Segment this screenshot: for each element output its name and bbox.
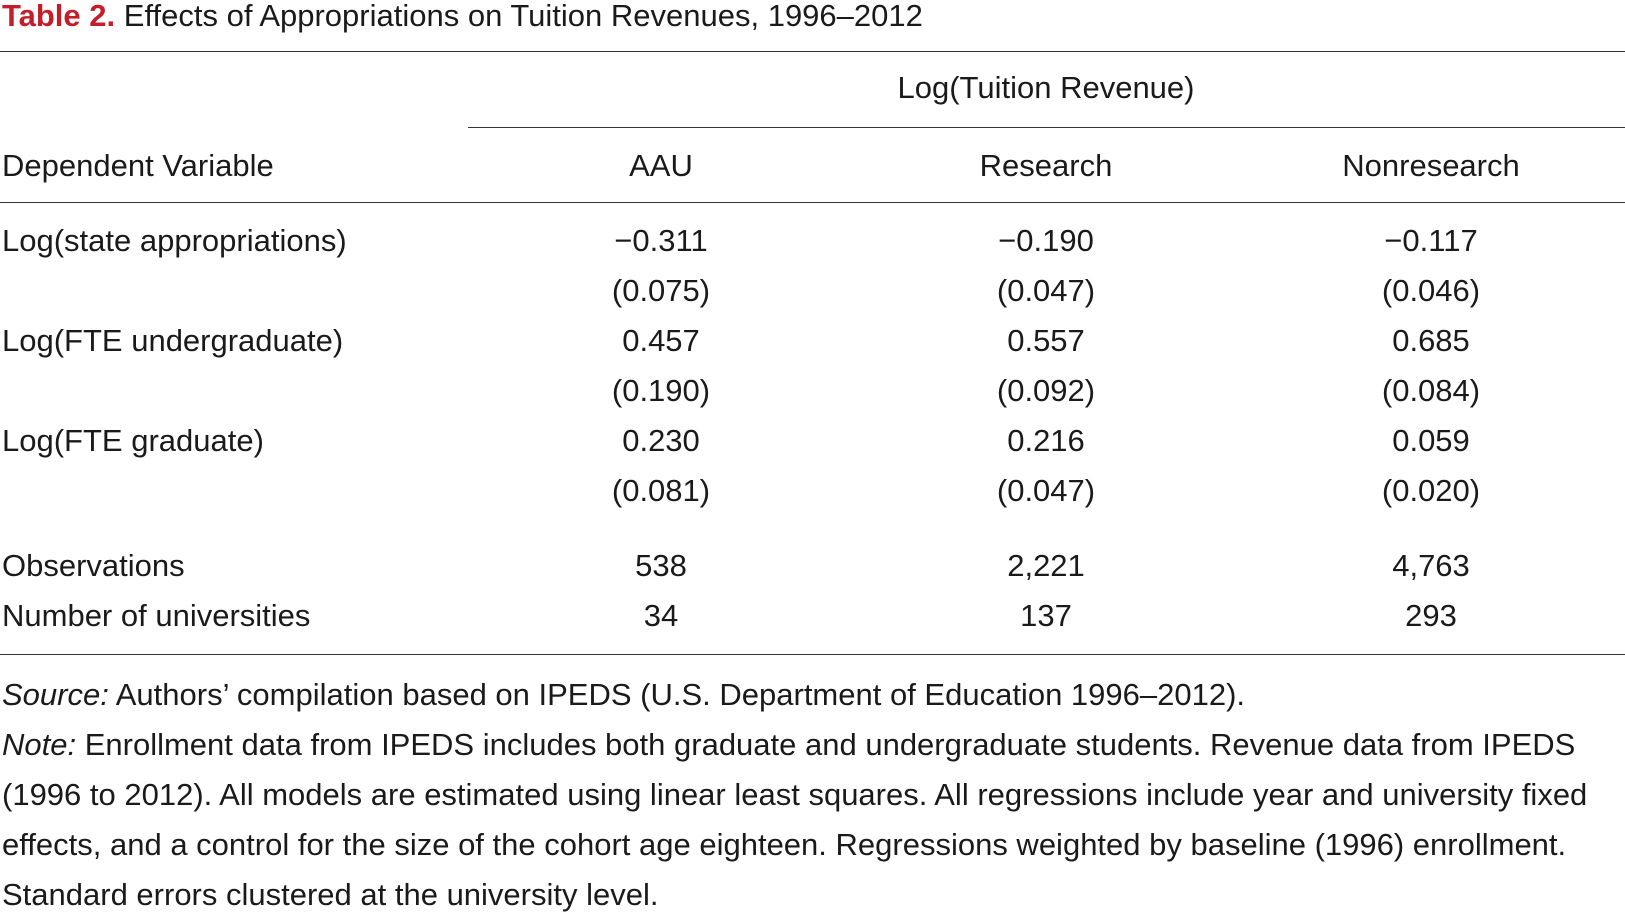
- se-cell: (0.047): [996, 473, 1096, 508]
- top-rule: [0, 51, 1625, 52]
- stat-cell: 4,763: [1392, 548, 1470, 583]
- se-cell: (0.084): [1381, 373, 1481, 408]
- stat-cell: 2,221: [1007, 548, 1085, 583]
- row-label: Log(FTE graduate): [2, 423, 264, 458]
- note-lead: Note:: [2, 727, 77, 762]
- coef-cell: −0.117: [1384, 223, 1478, 258]
- column-header-aau: AAU: [629, 148, 693, 183]
- table-caption: Effects of Appropriations on Tuition Revenues, 1996–2012: [123, 0, 923, 33]
- row-label: Log(FTE undergraduate): [2, 323, 344, 358]
- spanner-rule: [468, 127, 1625, 128]
- coef-cell: 0.230: [622, 423, 700, 458]
- stat-label: Number of universities: [2, 598, 311, 633]
- stub-header: Dependent Variable: [2, 148, 274, 183]
- se-cell: (0.047): [996, 273, 1096, 308]
- se-cell: (0.075): [611, 273, 711, 308]
- stat-cell: 293: [1405, 598, 1457, 633]
- se-cell: (0.190): [611, 373, 711, 408]
- coef-cell: 0.557: [1007, 323, 1085, 358]
- coef-cell: −0.190: [998, 223, 1094, 258]
- stat-label: Observations: [2, 548, 185, 583]
- table-title: [2, 0, 923, 36]
- se-cell: (0.020): [1381, 473, 1481, 508]
- column-header-nonresearch: Nonresearch: [1342, 148, 1520, 183]
- coef-cell: −0.311: [614, 223, 708, 258]
- coef-cell: 0.685: [1392, 323, 1470, 358]
- header-rule: [0, 202, 1625, 203]
- source-note: [2, 670, 1622, 720]
- coef-cell: 0.059: [1392, 423, 1470, 458]
- coef-cell: 0.216: [1007, 423, 1085, 458]
- general-note: [2, 720, 1622, 920]
- table-notes: [2, 670, 1622, 920]
- source-text: Authors’ compilation based on IPEDS (U.S. Department of Education 1996–2012).: [108, 677, 1246, 712]
- source-lead: Source:: [2, 677, 109, 712]
- stat-cell: 34: [643, 598, 679, 633]
- column-header-research: Research: [979, 148, 1113, 183]
- row-label: Log(state appropriations): [2, 223, 347, 258]
- column-spanner: Log(Tuition Revenue): [897, 70, 1195, 105]
- note-text: Enrollment data from IPEDS includes both graduate and undergraduate students. Revenue data from IPEDS (1996 to 2012). All models are estimated using linear least squares. All regressions include year and university fixed effects, and a control for the size of the cohort age eighteen. Regressions weighted by baseline (1996) enrollment. Standard errors clustered at the university level.: [2, 727, 1588, 912]
- stat-cell: 538: [635, 548, 687, 583]
- stat-cell: 137: [1020, 598, 1072, 633]
- table-label: Table 2.: [2, 0, 116, 33]
- se-cell: (0.046): [1381, 273, 1481, 308]
- se-cell: (0.092): [996, 373, 1096, 408]
- bottom-rule: [0, 654, 1625, 655]
- coef-cell: 0.457: [622, 323, 700, 358]
- se-cell: (0.081): [611, 473, 711, 508]
